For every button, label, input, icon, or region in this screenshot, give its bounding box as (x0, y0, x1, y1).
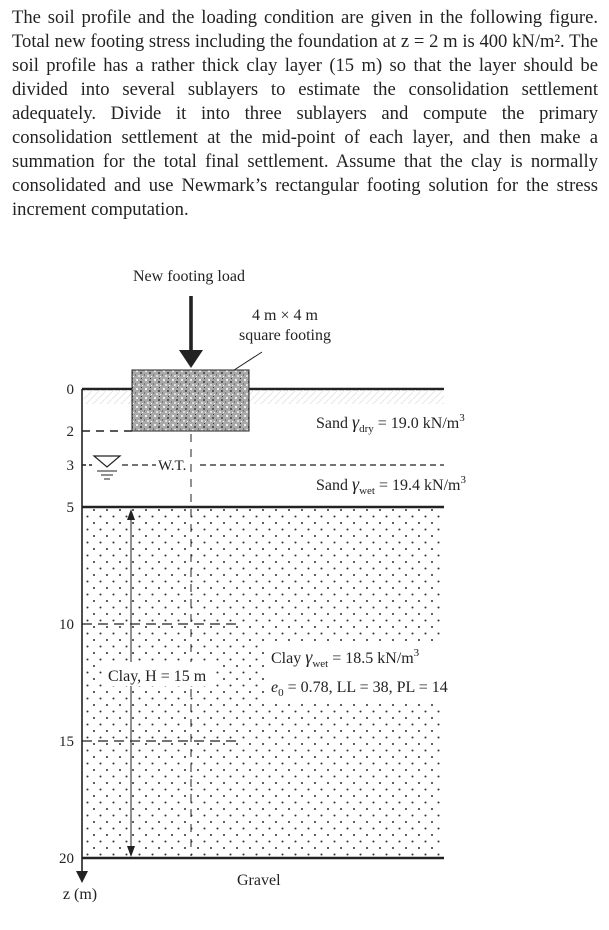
footing-block (132, 370, 249, 431)
sand-wet-label: Sand $\gamma_{wet} = 19.4$ $kN/m^3$ (316, 474, 466, 497)
depth-tick-20: 20 (59, 851, 74, 867)
footing-size-label: 4 m × 4 m (252, 307, 318, 324)
depth-tick-0: 0 (66, 382, 74, 398)
depth-tick-3: 3 (66, 458, 74, 474)
depth-tick-5: 5 (66, 500, 74, 516)
depth-tick-2: 2 (66, 424, 74, 440)
sand-dry-label: Sand $\gamma_{dry} = 19.0$ $kN/m^3$ (316, 412, 465, 435)
gravel-label: Gravel (237, 872, 281, 889)
depth-tick-15: 15 (59, 734, 74, 750)
depth-axis-arrowhead (76, 871, 88, 883)
load-arrow (179, 296, 203, 368)
footing-type-label: square footing (239, 327, 331, 344)
clay-thickness-label: Clay, H = 15 m (108, 668, 207, 685)
depth-tick-10: 10 (59, 617, 74, 633)
problem-statement: The soil profile and the loading condition are given in the following figure. Total new footing stress including the foundation at z = 2 m is 400 kN/m². The soil profile has a rather thick clay layer (15 m) so that the layer should be divided into several sublayers to estimate the consolidation settlement adequately. Divide it into three sublayers and compute the primary consolidation settlement at the mid-point of each layer, and then make a summation for the total final settlement. Assume that the clay is normally consolidated and use Newmark’s rectangular footing solution for the stress increment computation. (12, 7, 598, 220)
depth-axis-label: z (m) (62, 886, 98, 903)
load-label: New footing load (133, 268, 245, 285)
water-table-label: W.T. (158, 458, 187, 474)
clay-properties-label: $e_0 = 0.78$, LL = 38, PL = 14 (271, 679, 448, 699)
clay-unit-weight-label: Clay $\gamma_{wet} = 18.5$ $kN/m^3$ (271, 647, 420, 670)
water-table-symbol (82, 456, 120, 479)
